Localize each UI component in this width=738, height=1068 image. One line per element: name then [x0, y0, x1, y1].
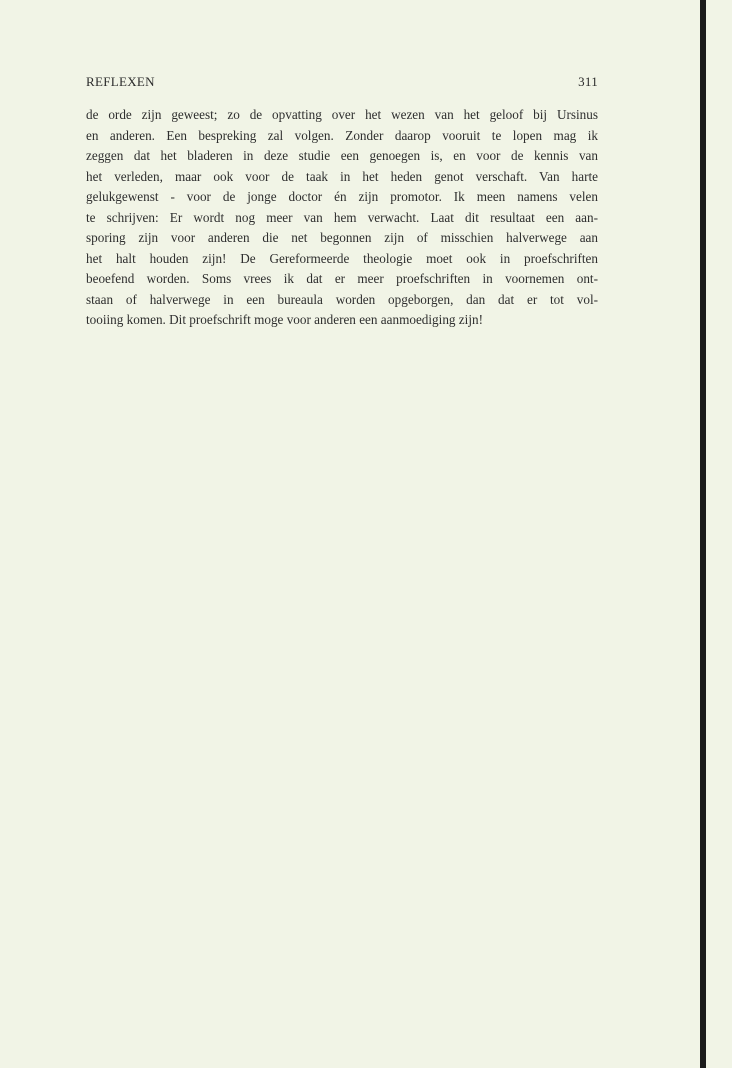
- text-line: het halt houden zijn! De Gereformeerde theologie moet ook in proefschriften: [86, 250, 598, 266]
- text-line: beoefend worden. Soms vrees ik dat er meer proefschriften in voornemen ont-: [86, 271, 598, 286]
- text-line: sporing zijn voor anderen die net begonnen zijn of misschien halverwege aan: [86, 230, 598, 245]
- text-line: het verleden, maar ook voor de taak in het heden genot verschaft. Van harte: [86, 168, 598, 184]
- page-number: 311: [578, 74, 598, 89]
- text-line: zeggen dat het bladeren in deze studie een genoegen is, en voor de kennis van: [86, 148, 598, 163]
- scan-page-edge: [700, 0, 706, 1068]
- text-line: staan of halverwege in een bureaula worden opgeborgen, dan dat er tot vol-: [86, 291, 598, 307]
- text-line: tooiing komen. Dit proefschrift moge voor anderen een aanmoediging zijn!: [86, 312, 483, 327]
- text-line: en anderen. Een bespreking zal volgen. Zonder daarop vooruit te lopen mag ik: [86, 127, 598, 143]
- text-line: te schrijven: Er wordt nog meer van hem verwacht. Laat dit resultaat een aan-: [86, 209, 598, 225]
- running-title: REFLEXEN: [86, 74, 155, 89]
- running-header: [86, 74, 598, 92]
- text-line: de orde zijn geweest; zo de opvatting over het wezen van het geloof bij Ursinus: [86, 107, 598, 122]
- body-text: [86, 105, 598, 331]
- text-line: gelukgewenst - voor de jonge doctor én zijn promotor. Ik meen namens velen: [86, 189, 598, 204]
